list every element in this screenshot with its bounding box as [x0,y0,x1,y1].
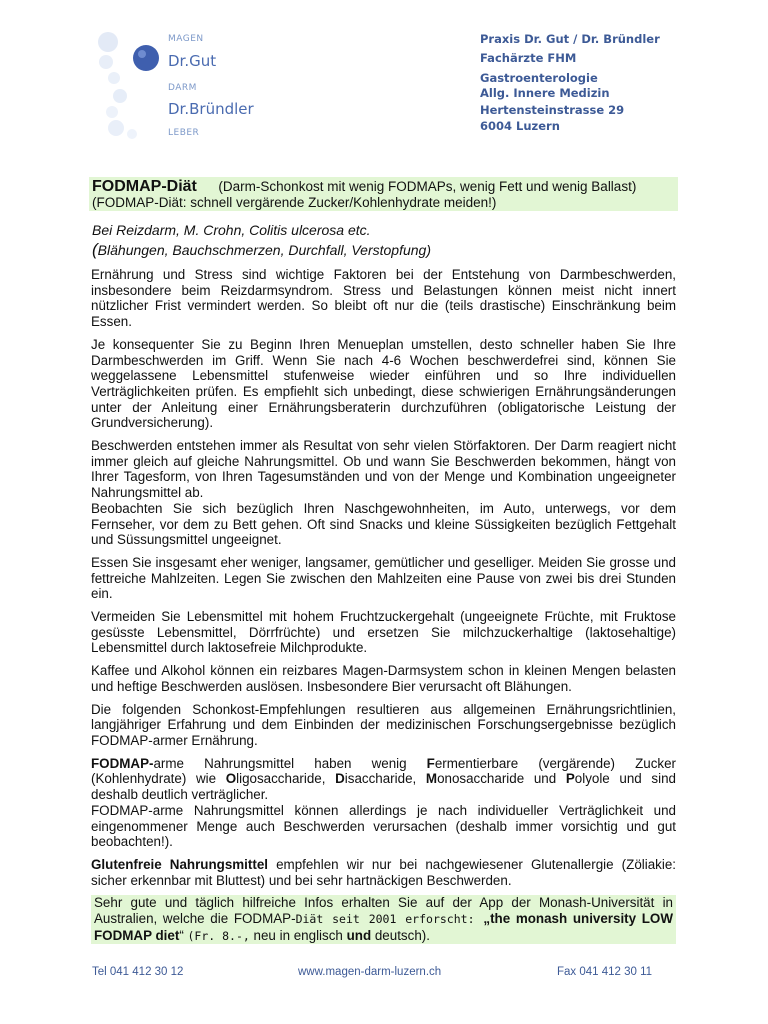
title-main: FODMAP-Diät [92,178,197,195]
mono-span: (Fr. 8.-, [187,928,250,943]
paragraph-gluten [91,857,676,888]
bold-letter-m: M [425,771,438,787]
paragraph-fodmap-definition [91,756,676,803]
practice-specialty-1: Gastroenterologie [480,71,598,85]
practice-street: Hertensteinstrasse 29 [480,103,625,117]
practice-city: 6004 Luzern [480,118,560,133]
title-note: (FODMAP-Diät: schnell vergärende Zucker/Kohlenhydrate meiden!) [92,195,497,210]
paragraph-1: Ernährung und Stress sind wichtige Faktoren bei der Entstehung von Darmbeschwerden, insbesondere beim Reizdarmsyndrom. Stress und Belastungen können meist nicht innert nützlicher Frist vermindert werden. So bleibt oft nur die (teils drastische) Einschränkung beim Essen. [91,267,676,330]
logo-leber: LEBER [168,128,200,138]
bold-fodmap: FODMAP- [91,755,154,771]
footer-phone: Tel 041 412 30 12 [92,966,184,978]
title-subtitle: (Darm-Schonkost mit wenig FODMAPs, wenig Fett und wenig Ballast) [218,179,637,194]
paragraph-3: Beschwerden entstehen immer als Resultat von sehr vielen Störfaktoren. Der Darm reagiert nicht immer gleich auf gleiche Nahrungsmittel. Ob und wann Sie Beschwerden bekommen, hängt von Ihrer Tagesform, von Ihren Tagesumständen und von der Menge und Kombination ungeeigneter Nahrungsmittel ab. [91,438,676,501]
practice-title: Fachärzte FHM [480,50,577,65]
text-span: onosaccharide und [437,771,566,787]
symptoms-text: Blähungen, Bauchschmerzen, Durchfall, Verstopfung) [97,242,432,258]
logo-dr-gut: Dr.Gut [168,52,217,70]
text-span: Sehr gute und täglich hilfreiche Infos erhalten Sie auf der App der Monash-Universität in Australien, welche die FODMAP- [94,895,673,927]
text-span: empfehlen wir nur bei nachgewiesener Glutenallergie (Zöliakie: sicher erkennbar mit Bluttest) und bei sehr hartnäckigen Beschwerden. [91,856,676,888]
paragraph-10: FODMAP-arme Nahrungsmittel können allerdings je nach individueller Verträglichkeit und eingenommener Menge auch Beschwerden verursachen (deshalb immer vorsichtig und gut beobachten!). [91,802,676,850]
text-span: “ [179,927,188,943]
bold-app-name: „the monash university LOW FODMAP diet [94,911,673,943]
paragraph-7: Kaffee und Alkohol können ein reizbares Magen-Darmsystem schon in kleinen Mengen belasten und heftige Beschwerden auslösen. Insbesondere Bier verursacht oft Blähungen. [91,663,676,694]
paragraph-8: Die folgenden Schonkost-Empfehlungen resultieren aus allgemeinen Ernährungsrichtlinien, langjähriger Erfahrung und dem Einbinden der medizinischen Forschungsergebnisse bezüglich FODMAP-armer Ernährung. [91,701,676,748]
text-span: isaccharide, [344,771,426,787]
practice-specialty-2: Allg. Innere Medizin [480,85,610,100]
paragraph-5: Essen Sie insgesamt eher weniger, langsamer, gemütlicher und geselliger. Meiden Sie grosse und fettreiche Mahlzeiten. Legen Sie zwischen den Mahlzeiten eine Pause von zwei bis drei Stunden ein. [91,554,676,602]
logo-magen: MAGEN [168,34,204,44]
bold-letter-o: O [225,771,237,787]
bold-gluten: Glutenfreie Nahrungsmittel [91,856,268,872]
text-span: neu in englisch [249,927,347,943]
text-span: olyole und sind deshalb deutlich verträglicher. [91,771,676,803]
paragraph-6: Vermeiden Sie Lebensmittel mit hohem Fruchtzuckergehalt (ungeeignete Früchte, mit Fruktose gesüsste Lebensmittel, Dörrfrüchte) und ersetzen Sie milchzuckerhaltige (laktosehaltige) Lebensmittel durch laktosefreie Milchprodukte. [91,609,676,656]
text-span: ermentierbare (vergärende) Zucker (Kohlenhydrate) wie [91,755,676,787]
bold-letter-f: F [426,755,435,771]
practice-logo [96,28,266,146]
bold-und: und [346,927,372,943]
footer-website[interactable]: www.magen-darm-luzern.ch [298,966,442,978]
paragraph-2: Je konsequenter Sie zu Beginn Ihren Menueplan umstellen, desto schneller haben Sie Ihre Darmbeschwerden im Griff. Wenn Sie nach 4-6 Wochen beschwerdefrei sind, können Sie weggelassene Lebensmittel stufenweise wieder einführen und so Ihre individuellen Verträglichkeiten prüfen. Es empfiehlt sich unbedingt, diese schwierigen Ernährungsänderungen unter der Anleitung einer Ernährungsberaterin durchzuführen (obligatorische Leistung der Grundversicherung). [91,336,676,431]
document-title [92,178,636,196]
footer-fax: Fax 041 412 30 11 [557,966,653,978]
practice-address [480,30,660,135]
bold-letter-p: P [565,771,575,787]
text-span: ligosaccharide, [236,771,336,787]
text-span: arme Nahrungsmittel haben wenig [153,755,427,771]
paren-open: ( [92,240,98,259]
mono-span: Diät seit 2001 erforscht: [295,912,484,927]
indication-symptoms [92,240,431,260]
document-body [91,267,676,951]
indication-diseases: Bei Reizdarm, M. Crohn, Colitis ulcerosa etc. [92,222,371,238]
logo-dr-bruendler: Dr.Bründler [168,100,254,118]
bold-letter-d: D [335,771,345,787]
logo-darm: DARM [168,83,197,93]
paragraph-monash-app [91,895,676,944]
paragraph-4: Beobachten Sie sich bezüglich Ihren Naschgewohnheiten, im Auto, unterwegs, vor dem Fernseher, vor dem zu Bett gehen. Oft sind Snacks und kleine Süssigkeiten bezüglich Fettgehalt und Süssungsmittel ungeeignet. [91,500,676,548]
text-span: deutsch). [371,927,430,943]
practice-name: Praxis Dr. Gut / Dr. Bründler [480,32,660,46]
